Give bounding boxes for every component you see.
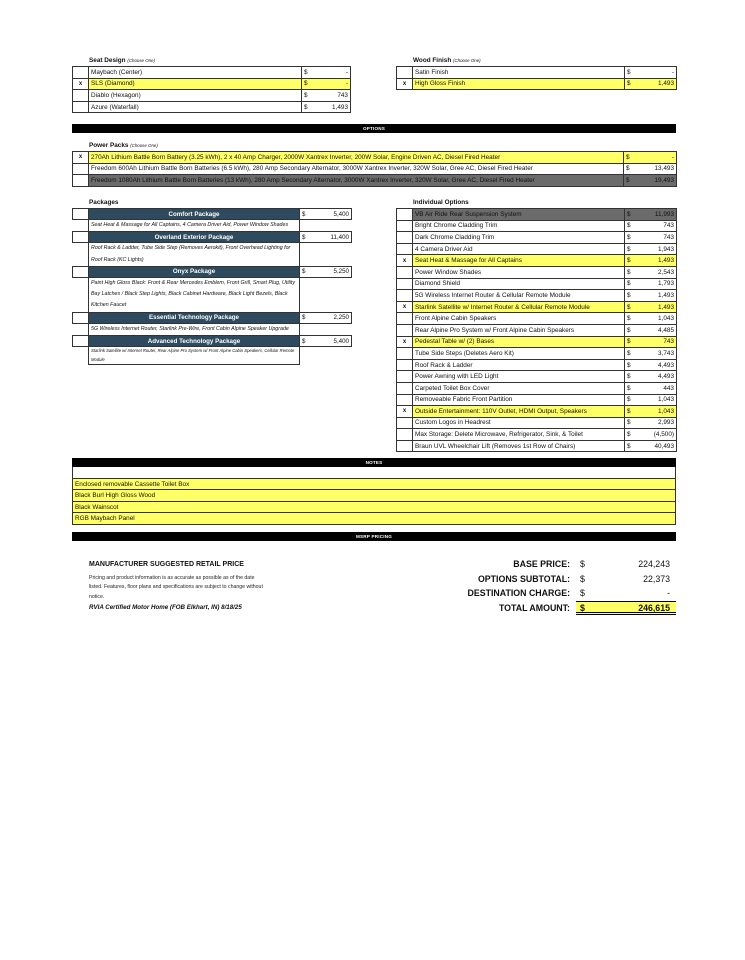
base-price-currency: $ [580, 559, 585, 569]
msrp-bar: MSRP PRICING [72, 532, 676, 541]
package-currency: $ [300, 266, 310, 277]
wood-finish-subtitle: (Choose One) [453, 58, 481, 63]
wood-finish-checkbox[interactable]: x [397, 78, 413, 90]
individual-option-name: Max Storage: Delete Microwave, Refrigerator, Sink, & Toilet [413, 429, 625, 441]
wood-finish-checkbox[interactable] [397, 67, 413, 79]
power-pack-name: Freedom 600Ah Lithium Battle Born Batteries (6.5 kWh), 280 Amp Secondary Alternator, 3000W Xantrex Inverter, 320W Solar, Gree AC, Diesel Fired Heater [89, 163, 624, 175]
individual-option-row[interactable] [397, 382, 677, 394]
package-description-row [73, 323, 352, 335]
wood-finish-title [413, 57, 481, 64]
package-currency: $ [300, 232, 310, 243]
individual-option-checkbox[interactable] [397, 313, 413, 325]
individual-option-checkbox[interactable]: x [397, 255, 413, 267]
package-price: 5,400 [310, 209, 352, 220]
package-spacer [73, 243, 89, 267]
seat-design-currency: $ [302, 101, 312, 113]
individual-option-price: 2,993 [635, 417, 677, 429]
disclaimer-line-1: Pricing and product information is as accurate as possible as of the date [89, 575, 255, 581]
individual-option-currency: $ [625, 220, 635, 232]
individual-option-price: 743 [635, 336, 677, 348]
package-header-row[interactable] [73, 266, 352, 277]
power-pack-price: - [634, 152, 677, 164]
seat-design-row[interactable] [73, 90, 351, 102]
power-packs-title-text: Power Packs [89, 142, 129, 149]
individual-option-checkbox[interactable] [397, 278, 413, 290]
individual-option-name: Starlink Satellite w/ Internet Router & Cellular Remote Module [413, 301, 625, 313]
individual-option-checkbox[interactable] [397, 359, 413, 371]
wood-finish-price: - [635, 67, 677, 79]
options-subtotal-value: 22,373 [643, 574, 670, 584]
individual-option-currency: $ [625, 232, 635, 244]
package-currency: $ [300, 336, 310, 347]
individual-option-name: Diamond Shield [413, 278, 625, 290]
individual-option-checkbox[interactable] [397, 440, 413, 452]
individual-option-checkbox[interactable] [397, 417, 413, 429]
individual-option-currency: $ [625, 371, 635, 383]
individual-option-row[interactable] [397, 313, 677, 325]
seat-design-name: Azure (Waterfall) [89, 101, 302, 113]
package-checkbox[interactable] [73, 232, 89, 243]
power-pack-name: 270Ah Lithium Battle Born Battery (3.25 kWh), 2 x 40 Amp Charger, 2000W Xantrex Inverter, 200W Solar, Engine Driven AC, Diesel Fired Heater [89, 152, 624, 164]
power-packs-table [72, 151, 677, 187]
individual-option-name: Seat Heat & Massage for All Captains [413, 255, 625, 267]
package-spacer [73, 220, 89, 232]
individual-option-name: Outside Entertainment: 110V Outlet, HDMI Output, Speakers [413, 406, 625, 418]
package-description: Paint High Gloss Black: Front & Rear Mercedes Emblem, Front Grill, Smart Plug, Utility Bay Latches / Black Step Lights, Black Cabinet Hardware, Black Light Bezels, Black Kitchen Faucet [89, 277, 300, 312]
power-pack-row[interactable] [73, 152, 677, 164]
package-spacer [300, 220, 310, 232]
individual-option-checkbox[interactable] [397, 382, 413, 394]
individual-option-currency: $ [625, 336, 635, 348]
individual-option-name: 5G Wireless Internet Router & Cellular Remote Module [413, 290, 625, 302]
individual-option-currency: $ [625, 255, 635, 267]
power-packs-subtitle: (Choose One) [130, 143, 158, 148]
individual-option-name: Power Window Shades [413, 266, 625, 278]
individual-option-row[interactable] [397, 359, 677, 371]
seat-design-name: Diablo (Hexagon) [89, 90, 302, 102]
individual-option-row[interactable] [397, 243, 677, 255]
individual-option-currency: $ [625, 406, 635, 418]
individual-option-price: 4,493 [635, 359, 677, 371]
individual-options-title: Individual Options [413, 199, 469, 206]
package-currency: $ [300, 312, 310, 323]
individual-option-name: Carpeted Toilet Box Cover [413, 382, 625, 394]
individual-option-currency: $ [625, 429, 635, 441]
package-header-row[interactable] [73, 336, 352, 347]
individual-option-row[interactable] [397, 394, 677, 406]
package-price: 2,250 [310, 312, 352, 323]
individual-option-price: (4,500) [635, 429, 677, 441]
power-pack-price: 13,493 [634, 163, 677, 175]
individual-option-checkbox[interactable] [397, 324, 413, 336]
individual-option-checkbox[interactable] [397, 209, 413, 221]
individual-option-price: 40,493 [635, 440, 677, 452]
package-header-row[interactable] [73, 232, 352, 243]
individual-option-price: 1,043 [635, 313, 677, 325]
individual-option-checkbox[interactable] [397, 290, 413, 302]
wood-finish-name: Satin Finish [413, 67, 625, 79]
note-line: RGB Maybach Panel [72, 513, 676, 525]
individual-option-name: Bright Chrome Cladding Trim [413, 220, 625, 232]
base-price-value: 224,243 [638, 559, 670, 569]
note-line: Black Burl High Gloss Wood [72, 490, 676, 502]
package-checkbox[interactable] [73, 312, 89, 323]
seat-design-currency: $ [302, 90, 312, 102]
package-header-row[interactable] [73, 312, 352, 323]
individual-option-price: 443 [635, 382, 677, 394]
individual-option-price: 11,993 [635, 209, 677, 221]
power-packs-title [89, 142, 158, 149]
individual-option-name: Pedestal Table w/ (2) Bases [413, 336, 625, 348]
package-checkbox[interactable] [73, 209, 89, 220]
individual-option-row[interactable] [397, 348, 677, 360]
individual-option-price: 2,543 [635, 266, 677, 278]
individual-option-currency: $ [625, 313, 635, 325]
individual-option-checkbox[interactable] [397, 232, 413, 244]
individual-option-row[interactable] [397, 406, 677, 418]
package-checkbox[interactable] [73, 336, 89, 347]
individual-option-price: 1,493 [635, 290, 677, 302]
package-header-row[interactable] [73, 209, 352, 220]
msrp-heading: MANUFACTURER SUGGESTED RETAIL PRICE [89, 561, 244, 568]
options-subtotal-currency: $ [580, 574, 585, 584]
package-name: Comfort Package [89, 209, 300, 220]
package-spacer [73, 277, 89, 312]
package-description-row [73, 220, 352, 232]
individual-option-row[interactable] [397, 255, 677, 267]
seat-design-price: 1,493 [312, 101, 351, 113]
seat-design-title-text: Seat Design [89, 57, 126, 64]
individual-option-price: 4,485 [635, 324, 677, 336]
individual-option-checkbox[interactable]: x [397, 301, 413, 313]
wood-finish-currency: $ [625, 78, 635, 90]
package-price: 5,400 [310, 336, 352, 347]
individual-option-currency: $ [625, 394, 635, 406]
wood-finish-table [396, 66, 677, 90]
individual-option-price: 1,493 [635, 255, 677, 267]
notes-bar: NOTES [72, 458, 676, 467]
packages-title: Packages [89, 199, 119, 206]
individual-option-currency: $ [625, 324, 635, 336]
individual-option-name: VB Air Ride Rear Suspension System [413, 209, 625, 221]
package-spacer [310, 323, 352, 335]
individual-option-price: 743 [635, 232, 677, 244]
individual-option-checkbox[interactable]: x [397, 406, 413, 418]
package-price: 11,400 [310, 232, 352, 243]
individual-option-checkbox[interactable] [397, 243, 413, 255]
seat-design-table [72, 66, 351, 113]
wood-finish-currency: $ [625, 67, 635, 79]
package-spacer [300, 347, 310, 365]
rvia-certified: RVIA Certified Motor Home (FOB Elkhart, IN) 8/18/25 [89, 604, 242, 611]
individual-option-name: Roof Rack & Ladder [413, 359, 625, 371]
individual-option-currency: $ [625, 301, 635, 313]
individual-option-currency: $ [625, 417, 635, 429]
individual-options-table [396, 208, 677, 452]
wood-finish-price: 1,493 [635, 78, 677, 90]
power-pack-row[interactable] [73, 163, 677, 175]
individual-option-checkbox[interactable] [397, 371, 413, 383]
note-line [72, 467, 676, 479]
seat-design-row[interactable] [73, 78, 351, 90]
seat-design-name: Maybach (Center) [89, 67, 302, 79]
individual-option-price: 743 [635, 220, 677, 232]
individual-option-currency: $ [625, 209, 635, 221]
seat-design-subtitle: (Choose One) [127, 58, 155, 63]
individual-option-row[interactable] [397, 220, 677, 232]
individual-option-row[interactable] [397, 324, 677, 336]
individual-option-name: Rear Alpine Pro System w/ Front Alpine Cabin Speakers [413, 324, 625, 336]
individual-option-price: 1,043 [635, 394, 677, 406]
individual-option-row[interactable] [397, 371, 677, 383]
package-spacer [73, 323, 89, 335]
individual-option-name: Dark Chrome Cladding Trim [413, 232, 625, 244]
note-line: Black Wainscot [72, 502, 676, 514]
seat-design-price: - [312, 78, 351, 90]
individual-option-currency: $ [625, 359, 635, 371]
seat-design-checkbox[interactable] [73, 90, 89, 102]
options-bar: OPTIONS [72, 124, 676, 133]
package-description: 5G Wireless Internet Router, Starlink Pre-Wire, Front Cabin Alpine Speaker Upgrade [89, 323, 300, 335]
individual-option-name: Removeable Fabric Front Partition [413, 394, 625, 406]
package-description-row [73, 243, 352, 267]
seat-design-price: 743 [312, 90, 351, 102]
seat-design-currency: $ [302, 67, 312, 79]
seat-design-row[interactable] [73, 67, 351, 79]
seat-design-currency: $ [302, 78, 312, 90]
package-name: Advanced Technology Package [89, 336, 300, 347]
individual-option-row[interactable] [397, 417, 677, 429]
package-description-row [73, 277, 352, 312]
base-price-label: BASE PRICE: [513, 559, 570, 569]
individual-option-checkbox[interactable] [397, 266, 413, 278]
package-spacer [300, 323, 310, 335]
individual-option-row[interactable] [397, 429, 677, 441]
note-line: Enclosed removable Cassette Toilet Box [72, 479, 676, 491]
package-spacer [310, 243, 352, 267]
notes-box [72, 467, 676, 525]
destination-charge-currency: $ [580, 588, 585, 598]
individual-option-currency: $ [625, 382, 635, 394]
seat-design-name: SLS (Diamond) [89, 78, 302, 90]
power-pack-checkbox[interactable]: x [73, 152, 89, 164]
seat-design-checkbox[interactable]: x [73, 78, 89, 90]
package-name: Essential Technology Package [89, 312, 300, 323]
individual-option-currency: $ [625, 290, 635, 302]
individual-option-row[interactable] [397, 209, 677, 221]
options-subtotal-label: OPTIONS SUBTOTAL: [477, 574, 570, 584]
individual-option-name: Custom Logos in Headrest [413, 417, 625, 429]
power-pack-currency: $ [624, 163, 634, 175]
package-spacer [300, 243, 310, 267]
seat-design-row[interactable] [73, 101, 351, 113]
power-pack-price: 19,493 [634, 175, 677, 187]
package-name: Overland Exterior Package [89, 232, 300, 243]
package-name: Onyx Package [89, 266, 300, 277]
individual-option-row[interactable] [397, 290, 677, 302]
individual-option-name: Power Awning with LED Light [413, 371, 625, 383]
destination-charge-value: - [667, 588, 670, 598]
package-description: Starlink Satellite w/ Internet Router, Rear Alpine Pro System w/ Front Alpine Cabin Speakers, Cellular Remote Module [89, 347, 300, 365]
individual-option-checkbox[interactable] [397, 348, 413, 360]
package-spacer [73, 347, 89, 365]
msrp-disclaimer [89, 574, 263, 602]
individual-option-row[interactable] [397, 232, 677, 244]
individual-option-currency: $ [625, 243, 635, 255]
individual-option-price: 1,043 [635, 406, 677, 418]
power-pack-currency: $ [624, 175, 634, 187]
package-currency: $ [300, 209, 310, 220]
individual-option-checkbox[interactable] [397, 394, 413, 406]
package-spacer [310, 347, 352, 365]
power-pack-checkbox[interactable] [73, 163, 89, 175]
package-spacer [310, 277, 352, 312]
individual-option-price: 3,743 [635, 348, 677, 360]
package-description: Roof Rack & Ladder, Tube Side Step (Removes Aerokit), Front Overhead Lighting for Roof Rack (KC Lights) [89, 243, 300, 267]
individual-option-currency: $ [625, 266, 635, 278]
individual-option-price: 4,493 [635, 371, 677, 383]
power-pack-currency: $ [624, 152, 634, 164]
package-checkbox[interactable] [73, 266, 89, 277]
individual-option-currency: $ [625, 440, 635, 452]
package-spacer [310, 220, 352, 232]
individual-option-currency: $ [625, 348, 635, 360]
wood-finish-title-text: Wood Finish [413, 57, 452, 64]
wood-finish-row[interactable] [397, 67, 677, 79]
power-pack-row[interactable] [73, 175, 677, 187]
seat-design-checkbox[interactable] [73, 67, 89, 79]
individual-option-name: Front Alpine Cabin Speakers [413, 313, 625, 325]
package-description: Seat Heat & Massage for All Captains, 4 Camera Driver Aid, Power Window Shades [89, 220, 300, 232]
total-amount-currency: $ [580, 603, 585, 613]
destination-charge-label: DESTINATION CHARGE: [467, 588, 570, 598]
packages-table [72, 208, 352, 365]
wood-finish-row[interactable] [397, 78, 677, 90]
individual-option-currency: $ [625, 278, 635, 290]
total-amount-value: 246,615 [638, 603, 670, 613]
individual-option-name: 4 Camera Driver Aid [413, 243, 625, 255]
individual-option-checkbox[interactable] [397, 429, 413, 441]
total-amount-label: TOTAL AMOUNT: [498, 603, 570, 613]
individual-option-row[interactable] [397, 278, 677, 290]
wood-finish-name: High Gloss Finish [413, 78, 625, 90]
individual-option-row[interactable] [397, 440, 677, 452]
individual-option-row[interactable] [397, 266, 677, 278]
individual-option-name: Braun UVL Wheelchair Lift (Removes 1st Row of Chairs) [413, 440, 625, 452]
power-pack-name: Freedom 1080Ah Lithium Battle Born Batteries (13 kWh), 280 Amp Secondary Alternator, 3000W Xantrex Inverter, 320W Solar, Gree AC, Diesel Fired Heater [89, 175, 624, 187]
individual-option-row[interactable] [397, 301, 677, 313]
individual-option-checkbox[interactable] [397, 220, 413, 232]
package-price: 5,250 [310, 266, 352, 277]
individual-option-row[interactable] [397, 336, 677, 348]
individual-option-price: 1,493 [635, 301, 677, 313]
individual-option-price: 1,793 [635, 278, 677, 290]
seat-design-title [89, 57, 155, 64]
disclaimer-line-2: listed. Features, floor plans and specifications are subject to change without [89, 584, 263, 591]
power-pack-checkbox[interactable] [73, 175, 89, 187]
package-spacer [300, 277, 310, 312]
individual-option-price: 1,943 [635, 243, 677, 255]
individual-option-name: Tube Side Steps (Deletes Aero Kit) [413, 348, 625, 360]
seat-design-price: - [312, 67, 351, 79]
disclaimer-line-3: notice. [89, 593, 105, 600]
package-description-row [73, 347, 352, 365]
individual-option-checkbox[interactable]: x [397, 336, 413, 348]
seat-design-checkbox[interactable] [73, 101, 89, 113]
